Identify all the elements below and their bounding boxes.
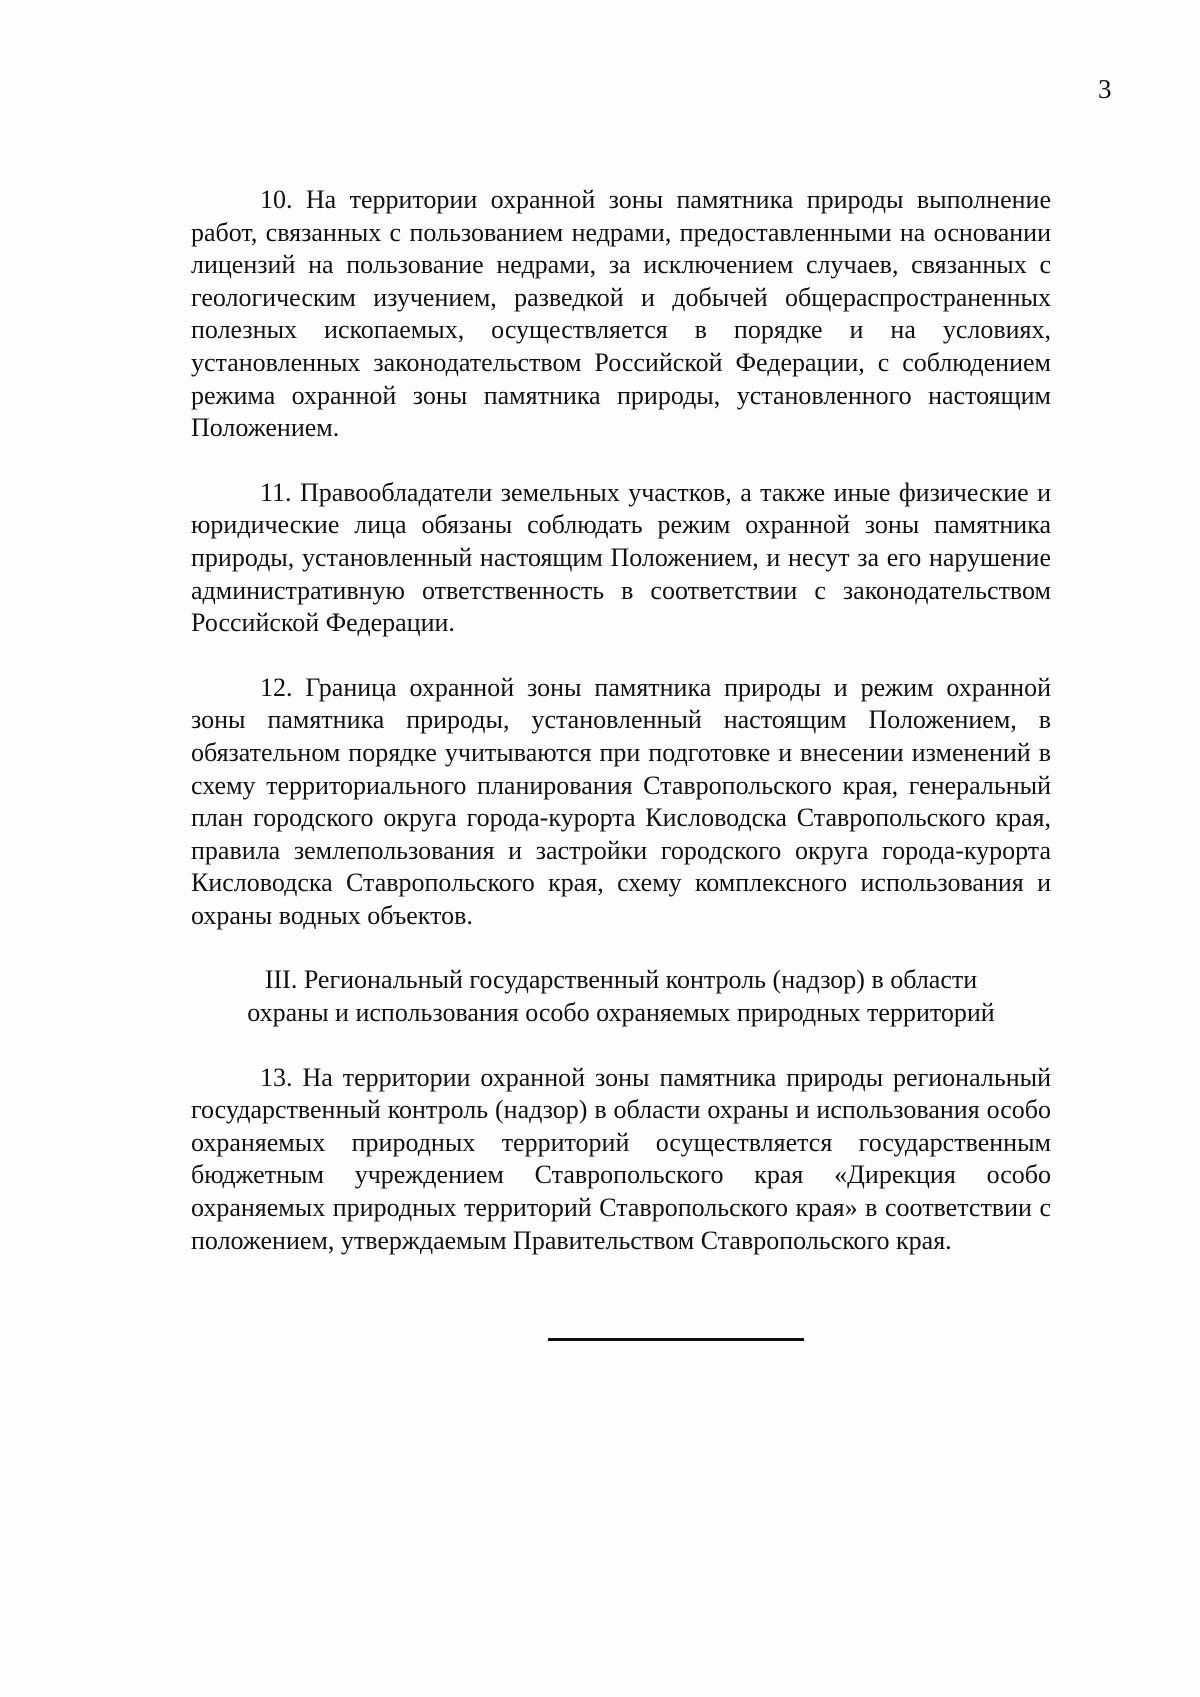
section-heading-line-1: III. Региональный государственный контроль (надзор) в области bbox=[264, 965, 978, 995]
paragraph-13: 13. На территории охранной зоны памятника природы региональный государственный контроль (надзор) в области охраны и использования особо охраняемых природных территорий осуществляется государственным бюджетным учреждением Ставропольского края «Дирекция особо охраняемых природных территорий Ставропольского края» в соответствии с положением, утверждаемым Правительством Ставропольского края. bbox=[191, 1062, 1051, 1255]
page-number: 3 bbox=[1098, 74, 1112, 104]
paragraph-12: 12. Граница охранной зоны памятника природы и режим охранной зоны памятника природы, установленный настоящим Положением, в обязательном порядке учитываются при подготовке и внесении изменений в схему территориального планирования Ставропольского края, генеральный план городского округа города-курорта Кисловодска Ставропольского края, правила землепользования и застройки городского округа города-курорта Кисловодска Ставропольского края, схему комплексного использования и охраны водных объектов. bbox=[191, 672, 1051, 930]
section-heading-line-2: охраны и использования особо охраняемых природных территорий bbox=[247, 998, 995, 1028]
document-body bbox=[191, 184, 1051, 1257]
closing-rule bbox=[548, 1338, 804, 1341]
paragraph-10: 10. На территории охранной зоны памятника природы выполнение работ, связанных с пользованием недрами, предоставленными на основании лицензий на пользование недрами, за исключением случаев, связанных с геологическим изучением, разведкой и добычей общераспространенных полезных ископаемых, осуществляется в порядке и на условиях, установленных законодательством Российской Федерации, с соблюдением режима охранной зоны памятника природы, установленного настоящим Положением. bbox=[191, 185, 1051, 443]
section-heading-iii bbox=[191, 964, 1051, 1029]
paragraph-11: 11. Правообладатели земельных участков, а также иные физические и юридические лица обязаны соблюдать режим охранной зоны памятника природы, установленный настоящим Положением, и несут за его нарушение административную ответственность в соответствии с законодательством Российской Федерации. bbox=[191, 477, 1051, 638]
